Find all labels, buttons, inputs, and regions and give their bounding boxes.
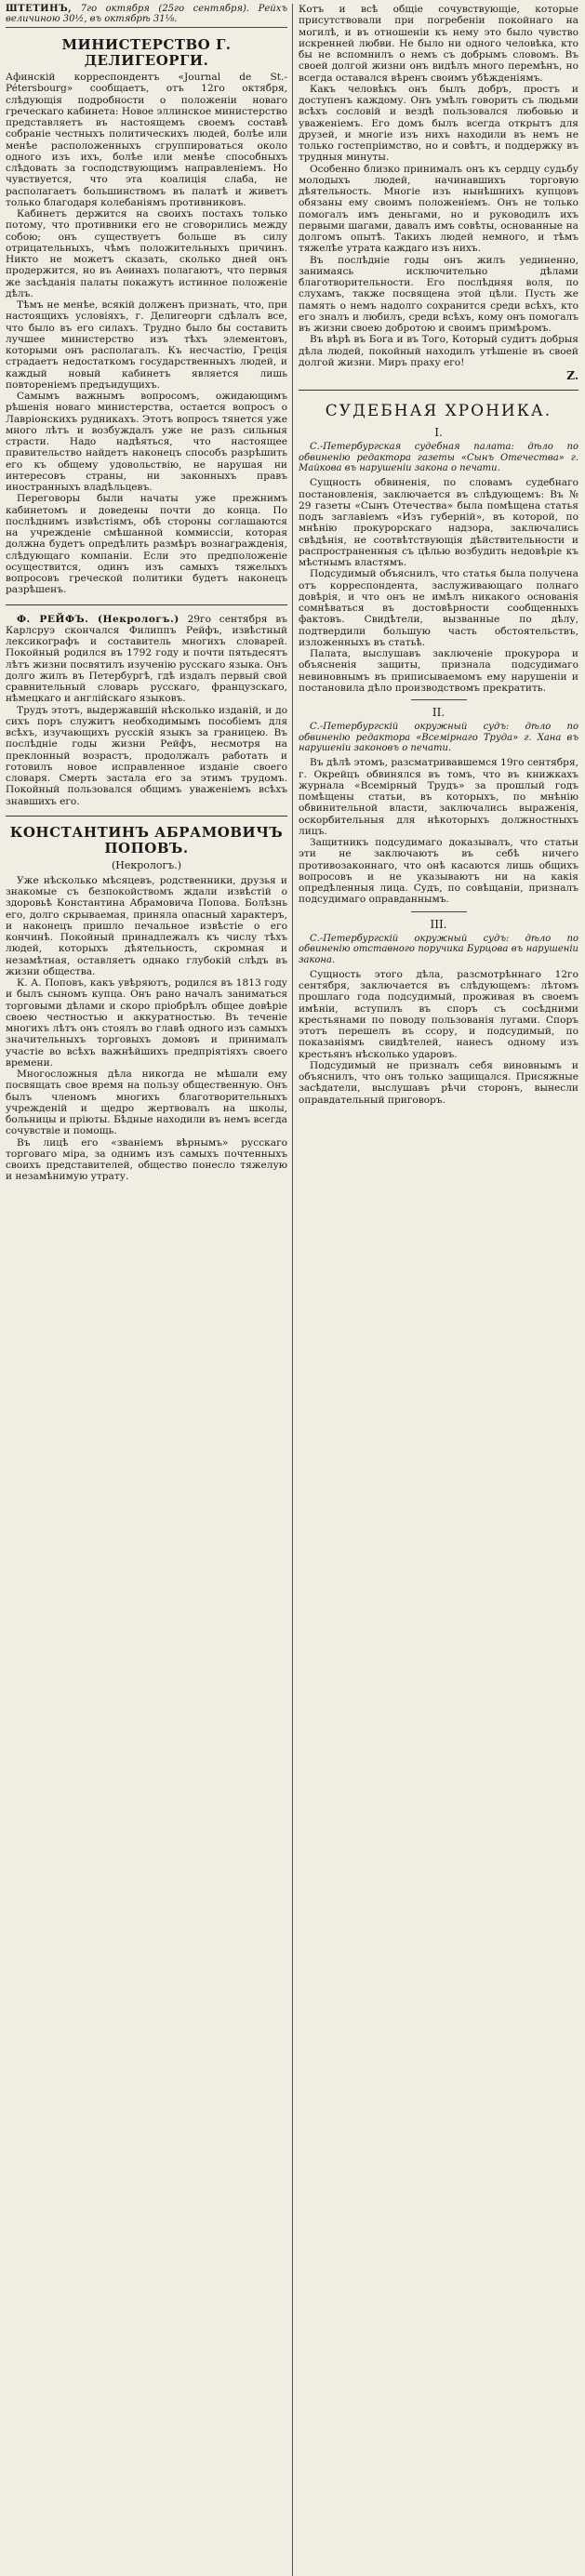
case-divider bbox=[411, 911, 467, 912]
court-chronicle-headline: СУДЕБНАЯ ХРОНИКА. bbox=[325, 402, 552, 421]
case-lead: С.-Петербургскій окружный судъ: дѣло по обвиненію редактора «Всемірнаго Труда» г. Хана въ нарушеніи законовъ о печати. bbox=[299, 722, 578, 754]
case-paragraph: Сущность этого дѣла, разсмотрѣннаго 12го сентября, заключается въ слѣдующемъ: лѣтомъ прошлаго года подсудимый, проживая въ своемъ имѣніи, вступилъ въ споръ съ сосѣдними крестьянами по поводу пользованія лугами. Споръ этотъ перешелъ въ ссору, и подсудимый, по показаніямъ свидѣтелей, нанесъ одному изъ крестьянъ нѣсколько ударовъ. bbox=[299, 968, 578, 1060]
popov-obituary-paragraph: К. А. Поповъ, какъ увѣряютъ, родился въ 1813 году и былъ сыномъ купца. Онъ рано началъ заниматься торговыми дѣлами и скоро пріобрѣлъ общее довѣріе своею честностью и аккуратностью. Въ теченіе многихъ лѣтъ онъ стоялъ во главѣ одного изъ самыхъ значительныхъ торговыхъ домовъ и принималъ участіе во всѣхъ важнѣйшихъ предпріятіяхъ своего времени. bbox=[6, 977, 287, 1069]
reiff-obituary-lead: Ф. РЕЙФЪ. (Некрологъ.) bbox=[17, 613, 179, 625]
popov-continuation-paragraph: Особенно близко принималъ онъ къ сердцу судьбу молодыхъ людей, начинавшихъ торговую дѣятельность. Многіе изъ нынѣшнихъ купцовъ обязаны ему своимъ положеніемъ. Онъ не только помогалъ имъ деньгами, но и руководилъ ихъ первыми шагами, давалъ имъ совѣты, основанные на долгомъ опытѣ. Такихъ людей немного, и тѣмъ тяжелѣе утрата каждаго изъ нихъ. bbox=[299, 163, 578, 255]
right-column bbox=[292, 4, 578, 2576]
left-column bbox=[6, 4, 292, 2576]
case-paragraph: Въ дѣлѣ этомъ, разсматривавшемся 19го сентября, г. Окрейцъ обвинялся въ томъ, что въ книжкахъ журнала «Всемірный Трудъ» за прошлый годъ помѣщены статьи, въ которыхъ, по мнѣнію обвинительной власти, заключались выраженія, оскорбительныя для нѣкоторыхъ должностныхъ лицъ. bbox=[299, 757, 578, 837]
case-number: I. bbox=[434, 426, 443, 440]
section-divider bbox=[6, 816, 287, 817]
popov-obituary-paragraph: Въ лицѣ его «званіемъ вѣрнымъ» русскаго торговаго міра, за однимъ изъ самыхъ почтенныхъ своихъ представителей, общество понесло тяжелую и незамѣнимую утрату. bbox=[6, 1136, 287, 1183]
popov-continuation-paragraph: Какъ человѣкъ онъ былъ добръ, простъ и доступенъ каждому. Онъ умѣлъ говорить съ людьми всѣхъ сословій и вездѣ пользовался любовью и уваженіемъ. Его домъ былъ всегда открытъ для друзей, и многіе изъ нихъ находили въ немъ не только гостепріимство, но и совѣтъ, и поддержку въ трудныя минуты. bbox=[299, 83, 578, 164]
popov-obituary-paragraph: Многосложныя дѣла никогда не мѣшали ему посвящать свое время на пользу общественную. Онъ былъ членомъ многихъ благотворительныхъ учрежденій и щедро жертвовалъ на школы, больницы и пріюты. Бѣдные находили въ немъ всегда сочувствіе и помощь. bbox=[6, 1069, 287, 1137]
case-lead: С.-Петербургская судебная палата: дѣло по обвиненію редактора газеты «Сынъ Отечества» г. Майкова въ нарушеніи закона о печати. bbox=[299, 442, 578, 474]
case-paragraph: Палата, выслушавъ заключеніе прокурора и объясненія защиты, признала подсудимаго невиновнымъ въ приписываемомъ ему нарушеніи и постановила дѣло производствомъ прекратить. bbox=[299, 648, 578, 694]
section-divider bbox=[299, 390, 578, 391]
case-number: III. bbox=[430, 917, 447, 931]
case-paragraph: Сущность обвиненія, по словамъ судебнаго постановленія, заключается въ слѣдующемъ: Въ № 29 газеты «Сынъ Отечества» была помѣщена статья подъ заглавіемъ «Изъ губерній», въ которой, по мнѣнію прокурорскаго надзора, заключались свѣдѣнія, не соотвѣтствующія дѣйствительности и распространенныя съ цѣлью возбудить недовѣріе къ мѣстнымъ властямъ. bbox=[299, 477, 578, 569]
case-number: II. bbox=[432, 706, 445, 720]
court-case bbox=[299, 918, 578, 1106]
ministry-paragraph: Тѣмъ не менѣе, всякій долженъ признать, что, при настоящихъ условіяхъ, г. Делигеорги сдѣлалъ все, что было въ его силахъ. Трудно было бы составить лучшее министерство изъ тѣхъ элементовъ, которыми онъ располагалъ. Къ несчастію, Греція страдаетъ недостаткомъ государственныхъ людей, и каждый новый кабинетъ является лишь повтореніемъ предъидущихъ. bbox=[6, 299, 287, 391]
ministry-paragraph: Переговоры были начаты уже прежнимъ кабинетомъ и доведены почти до конца. По послѣднимъ извѣстіямъ, обѣ стороны соглашаются на учрежденіе смѣшанной коммиссіи, которая должна будетъ опредѣлить размѣръ вознагражденія, слѣдующаго компаніи. Если это предположеніе осуществится, одинъ изъ самыхъ тяжелыхъ вопросовъ греческой политики будетъ наконецъ разрѣшенъ. bbox=[6, 493, 287, 596]
case-paragraph: Подсудимый не призналъ себя виновнымъ и объяснилъ, что онъ только защищался. Присяжные засѣдатели, выслушавъ рѣчи сторонъ, вынесли оправдательный приговоръ. bbox=[299, 1059, 578, 1106]
popov-continuation-paragraph: Котъ и всѣ общіе сочувствующіе, которые присутствовали при погребеніи покойнаго на могилѣ, и въ отношеніи къ нему это было чувство искренней любви. Не было ни одного человѣка, кто бы не вспомнилъ о немъ съ добрымъ словомъ. Въ своей долгой жизни онъ видѣлъ много перемѣнъ, но всегда оставался вѣренъ своимъ убѣжденіямъ. bbox=[299, 4, 578, 84]
court-case bbox=[299, 706, 578, 905]
popov-obituary-subtitle: (Некрологъ.) bbox=[111, 858, 182, 871]
popov-obituary-headline: КОНСТАНТИНЪ АБРАМОВИЧЪ ПОПОВЪ. bbox=[9, 823, 284, 856]
ministry-paragraph: Самымъ важнымъ вопросомъ, ожидающимъ рѣшенія новаго министерства, остается вопросъ о Лавріонскихъ рудникахъ. Этотъ вопросъ тянется уже много лѣтъ и возбуждалъ уже не разъ сильныя страсти. Надо надѣяться, что настоящее правительство найдетъ наконецъ способъ разрѣшить его къ общему удовольствію, не нарушая ни интересовъ страны, ни законныхъ правъ иностранныхъ владѣльцевъ. bbox=[6, 391, 287, 493]
reiff-obituary-paragraph: Трудъ этотъ, выдержавшій нѣсколько изданій, и до сихъ поръ служитъ необходимымъ пособіемъ для всѣхъ, изучающихъ русскій языкъ за границею. Въ послѣдніе годы жизни Рейфъ, несмотря на преклонный возрастъ, продолжалъ работать и готовилъ новое исправленное изданіе своего словаря. Смерть застала его за этимъ трудомъ. Покойный пользовался общимъ уваженіемъ всѣхъ знавшихъ его. bbox=[6, 704, 287, 807]
section-divider bbox=[6, 604, 287, 605]
reiff-obituary-paragraph: Ф. РЕЙФЪ. (Некрологъ.) 29го сентября въ Карлсруэ скончался Филиппъ Рейфъ, извѣстный лексикографъ и составитель многихъ словарей. Покойный родился въ 1792 году и почти пятьдесятъ лѣтъ жизни посвятилъ изученію русскаго языка. Онъ долго жилъ въ Петербургѣ, гдѣ издалъ первый свой сравнительный словарь русскаго, французскаго, нѣмецкаго и англійскаго языковъ. bbox=[6, 613, 287, 705]
popov-obituary-paragraph: Уже нѣсколько мѣсяцевъ, родственники, друзья и знакомые съ безпокойствомъ ждали извѣстій о здоровьѣ Константина Абрамовича Попова. Болѣзнь его, долго скрываемая, приняла опасный характеръ, и наконецъ пришло печальное извѣстіе о его кончинѣ. Покойный принадлежалъ къ числу тѣхъ людей, которыхъ дѣятельность, скромная и незамѣтная, оставляетъ однако глубокій слѣдъ въ жизни общества. bbox=[6, 874, 287, 977]
ministry-headline: МИНИСТЕРСТВО Г. ДЕЛИГЕОРГИ. bbox=[61, 36, 232, 69]
case-divider bbox=[411, 699, 467, 700]
case-lead: С.-Петербургскій окружный судъ: дѣло по обвиненію отставного поручика Бурцова въ нарушеніи закона. bbox=[299, 933, 578, 965]
article-signature: Z. bbox=[566, 369, 578, 382]
market-dateline: ШТЕТИНЪ, 7го октября (25го сентября). Рейхъ величиною 30½, въ октябрѣ 31⅛. bbox=[6, 4, 287, 28]
ministry-paragraph: Кабинетъ держится на своихъ постахъ только потому, что противники его не сговорились между собою; онъ существуетъ больше въ силу отрицательныхъ, чѣмъ положительныхъ причинъ. Никто не можетъ сказать, сколько дней онъ продержится, но въ Аѳинахъ полагаютъ, что первыя же засѣданія палаты покажутъ истинное положеніе дѣлъ. bbox=[6, 208, 287, 299]
case-paragraph: Защитникъ подсудимаго доказывалъ, что статьи эти не заключаютъ въ себѣ ничего противозаконнаго, что онѣ касаются лишь общихъ вопросовъ и не указываютъ ни на какія опредѣленныя лица. Судъ, по совѣщаніи, призналъ подсудимаго оправданнымъ. bbox=[299, 837, 578, 906]
ministry-paragraph: Афинскій корреспондентъ «Journal de St.-Pétersbourg» сообщаетъ, отъ 12го октября, слѣдующія подробности о положеніи новаго греческаго кабинета: Новое эллинское министерство представляетъ въ настоящемъ своемъ составѣ собраніе честныхъ политическихъ людей, болѣе или менѣе расположенныхъ сгруппироваться около одного изъ ихъ, болѣе или менѣе способныхъ слѣдовать за господствующимъ направленіемъ. Но чувствуется, что эта коалиція слаба, не располагаетъ большинствомъ въ палатѣ и живетъ только благодаря колебаніямъ противниковъ. bbox=[6, 72, 287, 208]
court-case bbox=[299, 426, 578, 694]
popov-continuation-paragraph: Въ вѣрѣ въ Бога и въ Того, Который судитъ добрыя дѣла людей, покойный находилъ утѣшеніе въ своей долгой жизни. Миръ праху его! bbox=[299, 334, 578, 368]
popov-continuation-paragraph: Въ послѣдніе годы онъ жилъ уединенно, занимаясь исключительно дѣлами благотворительности. Его послѣдняя воля, по слухамъ, также посвящена этой цѣли. Пусть же память о немъ надолго сохранится среди всѣхъ, кто его зналъ и любилъ, среди всѣхъ, кому онъ помогалъ въ жизни своею добротою и своимъ примѣромъ. bbox=[299, 254, 578, 334]
case-paragraph: Подсудимый объяснилъ, что статья была получена отъ корреспондента, заслуживающаго полнаго довѣрія, и что онъ не имѣлъ никакого основанія сомнѣваться въ достовѣрности сообщенныхъ фактовъ. Свидѣтели, вызванные по дѣлу, подтвердили большую часть обстоятельствъ, изложенныхъ въ статьѣ. bbox=[299, 568, 578, 648]
